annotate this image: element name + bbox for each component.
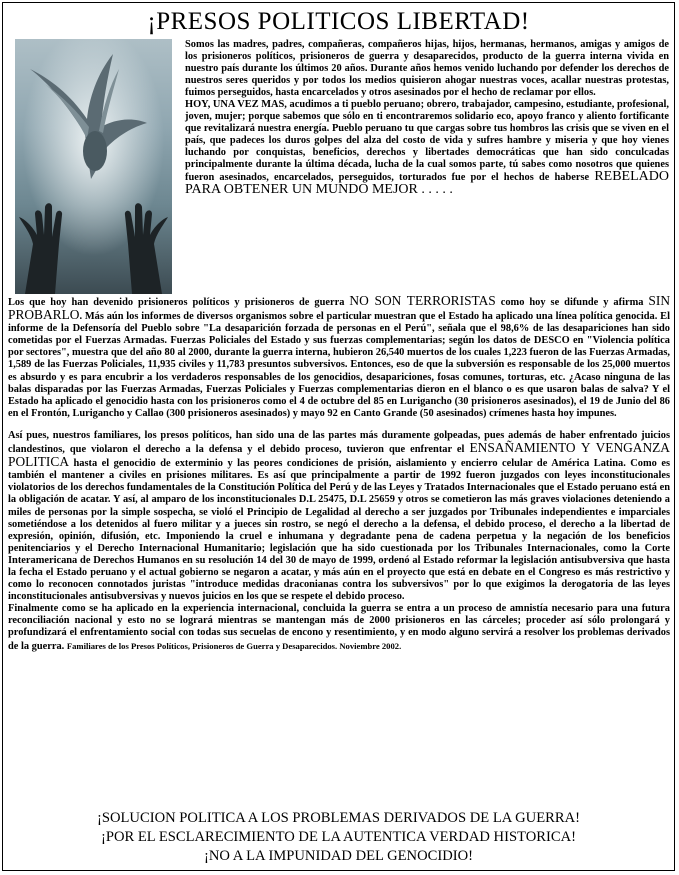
flyer-page: [2, 2, 675, 871]
page-title: ¡PRESOS POLITICOS LIBERTAD!: [147, 8, 530, 35]
intro-p2-highlight: REBELADO PARA OBTENER UN MUNDO MEJOR . . . . .: [185, 169, 669, 197]
top-section: [3, 37, 674, 295]
slogans: [3, 809, 674, 866]
slogan-1: ¡SOLUCION POLITICA A LOS PROBLEMAS DERIVADOS DE LA GUERRA!: [97, 810, 580, 826]
body-text: [8, 295, 670, 653]
p3-text-e: . Más aún los informes de diversos organismos sobre el particular muestran que el Estado ha aplicado una línea política genocida. El informe de la Defensoría del Pueblo sobre "La desaparición forzada de personas en el Perú", señala que el 98,6% de las desapariciones han sido cometidas por el Fuerzas Armadas. Fuerzas Policiales del Estado y sus fuerzas complementarias; según los datos de DESCO en "Violencia política por sectores", muestra que del año 80 al 2000, durante la guerra interna, hubieron 26,540 muertos de los cuales 1,223 fueron de las Fuerzas Armadas, 1,589 de las Fuerzas Policiales, 11,935 civiles y 11,783 presuntos subversivos. Entonces, eso de que la subversión es responsable de los 25,000 muertos es absurdo y es para encubrir a los verdaderos responsables de los genocidios, desapariciones, fosas comunes, torturas, etc. ¿Acaso ninguna de las balas disparadas por las Fuerzas Armadas, Fuerzas Policiales y Fuerzas complementarias dieron en el blanco o es que usaron balas de salva? Y el Estado ha aplicado el genocidio hasta con los prisioneros como el 4 de octubre del 85 en Lurigancho (30 prisioneros asesinados), el 19 de Junio del 86 en el Frontón, Lurigancho y Callao (300 prisioneros asesinados) y mayo 92 en Canto Grande (50 asesinados) crímenes hasta hoy impunes.: [8, 311, 670, 419]
p4-text-a: Así pues, nuestros familiares, los presos políticos, han sido una de las partes más duramente golpeadas, pues además de haber enfrentado juicios clandestinos, que violaron el derecho a la defensa y el debido proceso, tuvieron que enfrentar el: [8, 429, 670, 456]
slogan-3: ¡NO A LA IMPUNIDAD DEL GENOCIDIO!: [203, 848, 473, 864]
dove-hands-image: [15, 39, 172, 294]
p5-text: Finalmente como se ha aplicado en la experiencia internacional, concluida la guerra se entra a un proceso de amnistía necesario para una futura reconciliación nacional y esto no se logrará mientras se mantengan más de 2000 prisioneros en las cárceles; proceder así sólo prolongará y profundizará el enfrentamiento social con todas sus secuelas de encono y resentimiento, y en modo alguno servirá a resolver los problemas derivados de la guerra.: [8, 603, 670, 652]
intro-p2-text: HOY, UNA VEZ MAS, acudimos a ti pueblo peruano; obrero, trabajador, campesino, estudiante, profesional, joven, mujer; porque sabemos que sólo en ti encontraremos solidario eco, apoyo franco y aliento fortificante que revitalizará nuestra energía. Pueblo peruano tu que cargas sobre tus hombros las crisis que se viven en el país, que padeces los duros golpes del alza del costo de vida y sufres hambre y miseria y que hoy vienes luchando por conquistas, beneficios, derechos y libertades democráticas que han sido conculcadas principalmente durante la última década, lucha de la cual somos parte, tú sabes como nosotros que quienes fueron asesinados, encarcelados, perseguidos, torturados fue por el hechos de haberse: [185, 99, 669, 183]
intro-text: [185, 39, 669, 197]
p3-text-c: como hoy se difunde y afirma: [500, 297, 644, 308]
p3-highlight-no-son-terroristas: NO SON TERRORISTAS: [349, 293, 496, 308]
intro-paragraph-2: [185, 99, 669, 197]
p4-text-c: hasta el genocidio de exterminio y las peores condiciones de prisión, aislamiento y encierro celular de América Latina. Como es también el mantener a civiles en prisiones militares. Es así que principalmente a partir de 1992 fueron juzgados con leyes inconstitucionales violatorios de los derechos fundamentales de la Constitución Política del Perú y de las Leyes y Tratados Internacionales que el Estado peruano está en la obligación de acatar. Y así, al amparo de los inconstitucionales D.L 25475, D.L 25659 y otros se cometieron las más graves violaciones deteniendo a miles de personas por la simple sospecha, se violó el Principio de Legalidad al derecho a ser juzgados por Tribunales independientes e imparciales sometiéndose a los detenidos al fuero militar y a jueces sin rostro, se negó el derecho a la defensa, el debido proceso, el derecho a la libertad de expresión, opinión, difusión, etc. Imponiendo la cruel e inhumana y degradante pena de cadena perpetua y la negación de los beneficios penitenciarios y el Derecho Internacional Humanitario; legislación que ha sido cuestionada por los Tribunales Internacionales, como la Corte Interamericana de Derechos Humanos en su resolución 14 del 30 de mayo de 1999, ordenó al Estado reformar la legislación antisubversiva que hasta la fecha el Estado peruano y el actual gobierno se negaron a acatar, y más aún en el proyecto que está en debate en el Congreso es más restrictivo y como lo reconocen connotados juristas "introduce medidas draconianas contra los subversivos" por lo que exigimos la derogatoria de las leyes inconstitucionales antisubversivas y nuevos juicios en los que se respete el debido proceso.: [8, 458, 670, 603]
p4-highlight-ensanamiento: ENSAÑAMIENTO Y VENGANZA POLITICA: [8, 440, 670, 470]
intro-paragraph-1: Somos las madres, padres, compañeras, compañeros hijas, hijos, hermanas, hermanos, amigas y amigos de los prisioneros políticos, prisioneros de guerra y desaparecidos, producto de la guerra interna vivida en nuestro país durante los últimos 20 años. Durante años hemos venido luchando por defender los derechos de nuestros seres queridos y por todos los medios quisieron ahogar nuestras voces, acallar nuestras protestas, fuimos perseguidos, hasta encarcelados y otros asesinados por el hecho de reclamar por ellos.: [185, 39, 669, 98]
signature: Familiares de los Presos Políticos, Prisioneros de Guerra y Desaparecidos. Noviembre 2002.: [66, 640, 402, 651]
dove-hands-illustration: [15, 39, 172, 294]
body-paragraph-2: [8, 430, 670, 603]
body-paragraph-3: [8, 603, 670, 652]
slogan-2: ¡POR EL ESCLARECIMIENTO DE LA AUTENTICA VERDAD HISTORICA!: [101, 829, 576, 845]
body-paragraph-1: [8, 295, 670, 420]
p3-highlight-sin-probarlo: SIN PROBARLO: [8, 293, 670, 323]
p3-text-a: Los que hoy han devenido prisioneros políticos y prisioneros de guerra: [8, 297, 345, 308]
